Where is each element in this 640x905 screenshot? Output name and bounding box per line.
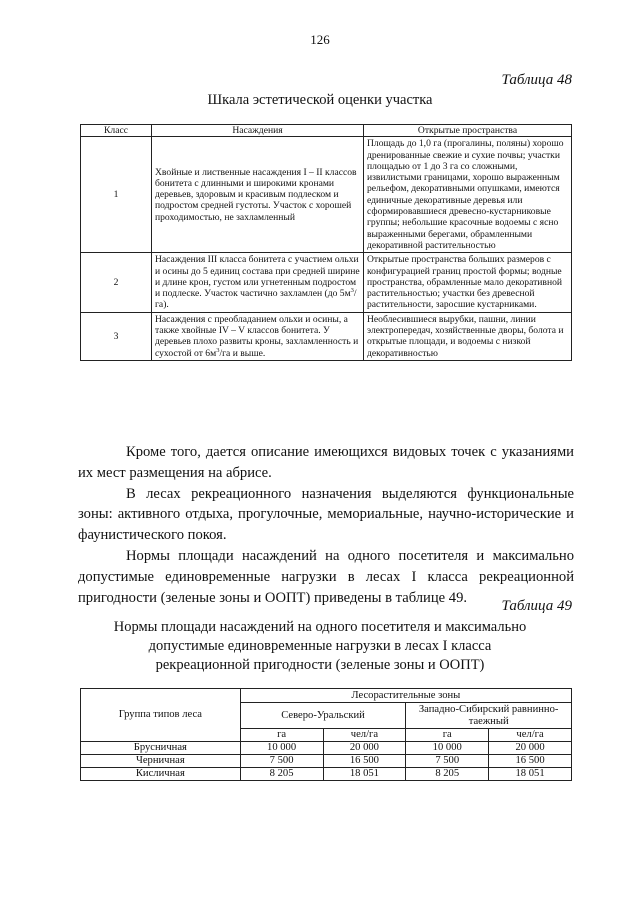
zones-header: Лесорастительные зоны [240,689,571,703]
class-cell: 2 [81,253,152,312]
header-class: Класс [81,125,152,137]
value-cell: 20 000 [323,742,406,755]
table49-title-line: рекреационной пригодности (зеленые зоны и ООПТ) [155,657,485,673]
value-cell: 7 500 [406,755,489,768]
table-row [81,768,572,781]
paragraph: Кроме того, дается описание имеющихся видовых точек с указаниями их мест размещения на абрисе. [78,444,574,481]
norms-table [80,688,572,781]
open-spaces-cell: Необлесившиеся вырубки, пашни, линии электропередач, хозяйственные дворы, болота и открытые площади, и водоемы с низкой декоративностью [364,312,572,360]
value-cell: 8 205 [406,768,489,781]
value-cell: 10 000 [406,742,489,755]
header-open-spaces: Открытые пространства [364,125,572,137]
plantings-cell: Насаждения с преобладанием ольхи и осины, а также хвойные IV – V классов бонитета. У деревьев плохо развиты кроны, захламленность и сухостой от $6м^3/га$ и выше. [152,312,364,360]
class-cell: 3 [81,312,152,360]
header-plantings: Насаждения [152,125,364,137]
unit-ha: га [406,729,489,742]
forest-type: Кисличная [81,768,241,781]
unit-people: чел/га [323,729,406,742]
unit-ha: га [240,729,323,742]
aesthetic-scale-table [80,124,572,361]
paragraph: Нормы площади насаждений на одного посетителя и максимально допустимые единовременные нагрузки в лесах I класса рекреационной пригодности (зеленые зоны и ООПТ) приведены в таблице 49. [78,547,574,606]
table-header-row [81,125,572,137]
value-cell: 8 205 [240,768,323,781]
value-cell: 18 051 [323,768,406,781]
value-cell: 18 051 [489,768,572,781]
value-cell: 7 500 [240,755,323,768]
zone-west-siberian: Западно-Сибирский равнинно-таежный [406,703,572,729]
plantings-cell: Хвойные и лиственные насаждения I – II классов бонитета с длинными и широкими кронами деревьев, здоровым и красивым подлеском и подростом средней густоты. Участок с хорошей проходимостью, не захламленный [152,137,364,253]
open-spaces-cell: Открытые пространства больших размеров с конфигурацией границ простой формы; водные пространства, обрамленные мало декоративной растительностью; участки без древесной растительности, заросшие кустарниками. [364,253,572,312]
unit-people: чел/га [489,729,572,742]
open-spaces-cell: Площадь до 1,0 га (прогалины, поляны) хорошо дренированные свежие и сухие почвы; участки площадью от 1 до 3 га со сложными, извилистыми границами, хорошо выраженным рельефом, декоративными опушками, имеются единичные декоративные деревья или сформировавшиеся древесно-кустарниковые группы; небольшие красочные водоемы с ясно выраженными берегами, обрамленными декоративной растительностью [364,137,572,253]
value-cell: 16 500 [323,755,406,768]
table-header-row [81,689,572,703]
page-number: 126 [310,32,330,47]
class-cell: 1 [81,137,152,253]
table-row [81,253,572,312]
forest-type: Черничная [81,755,241,768]
group-header: Группа типов леса [81,689,241,742]
table-row [81,137,572,253]
body-text [78,442,574,608]
table-row [81,742,572,755]
forest-type: Брусничная [81,742,241,755]
table48-title: Шкала эстетической оценки участка [207,92,433,108]
value-cell: 10 000 [240,742,323,755]
table49-title-line: Нормы площади насаждений на одного посетителя и максимально [113,619,527,635]
zone-north-ural: Северо-Уральский [240,703,406,729]
paragraph: В лесах рекреационного назначения выделяются функциональные зоны: активного отдыха, прогулочные, мемориальные, научно-исторические и фаунистического покоя. [78,485,574,544]
table49-label: Таблица 49 [501,598,572,614]
table-row [81,312,572,360]
table49-title-line: допустимые единовременные нагрузки в лесах I класса [148,638,492,654]
table48-label: Таблица 48 [501,72,572,88]
value-cell: 20 000 [489,742,572,755]
value-cell: 16 500 [489,755,572,768]
table-row [81,755,572,768]
plantings-cell: Насаждения III класса бонитета с участием ольхи и осины до 5 единиц состава при средней ширине и длине крон, густом или угнетенным подростом и подлеске. Участок частично захламлен (до $5м^3/га$). [152,253,364,312]
